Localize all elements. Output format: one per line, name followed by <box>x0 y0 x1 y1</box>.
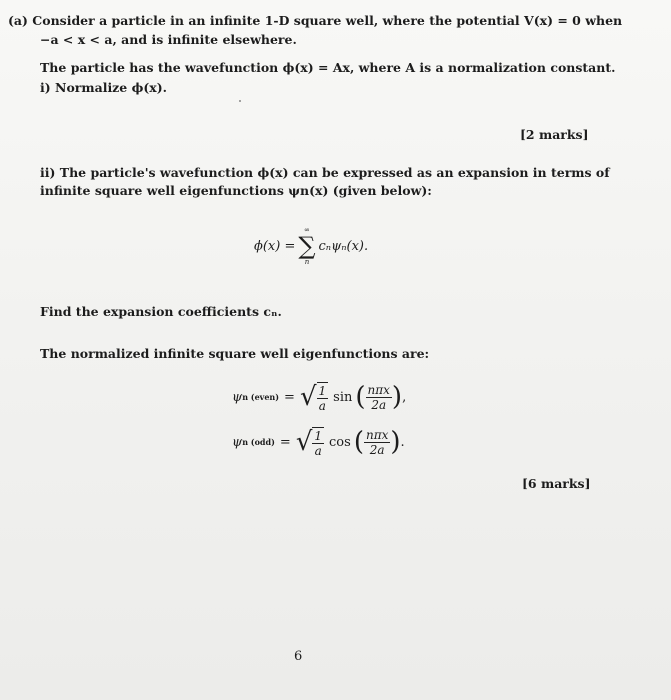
question-ii-line-1: ii) The particle's wavefunction ϕ(x) can be expressed as an expansion in terms of <box>40 165 610 180</box>
expansion-lhs: ϕ(x) = <box>254 238 296 254</box>
psi-odd-equation: ψ n (odd) = √ $\frac{1}{a}$ cos ( $\frac{\text{nπx}}{2a}$ ) . <box>232 427 405 458</box>
sum-upper-limit: ∞ <box>304 226 310 234</box>
page-number: 6 <box>294 649 303 664</box>
wavefunction-line: The particle has the wavefunction ϕ(x) = Ax, where A is a normalization constant. <box>40 60 616 75</box>
question-ii-line-2: infinite square well eigenfunctions ψn(x) (given below): <box>40 183 432 198</box>
marks-ii: [6 marks] <box>522 476 591 491</box>
psi-odd-symbol: ψ <box>232 434 243 450</box>
marks-i: [2 marks] <box>520 127 589 142</box>
psi-odd-subscript: n (odd) <box>242 437 275 447</box>
summation-symbol: ∞ ∑ n <box>298 226 316 266</box>
cos-label: cos <box>329 434 351 450</box>
sin-argument: $\frac{\text{nπx}}{2a}$ <box>367 382 390 412</box>
psi-even-equation: ψ n (even) = √ $\frac{1}{a}$ sin ( $\frac{\text{nπx}}{2a}$ ) , <box>232 382 407 413</box>
sqrt-sign: √ <box>295 427 313 457</box>
sqrt-fraction: $\frac{1}{a}$ <box>318 383 327 413</box>
stray-mark <box>239 100 241 102</box>
intro-line-1: (a) Consider a particle in an infinite 1-D square well, where the potential V(x) = 0 when <box>8 13 623 28</box>
expansion-rhs: cₙψₙ(x). <box>318 238 369 254</box>
eigen-intro: The normalized infinite square well eigenfunctions are: <box>40 346 430 361</box>
intro-line-2: −a < x < a, and is infinite elsewhere. <box>40 32 297 47</box>
psi-even-symbol: ψ <box>232 389 243 405</box>
question-i: i) Normalize ϕ(x). <box>40 80 167 95</box>
sqrt-fraction: $\frac{1}{a}$ <box>314 428 323 458</box>
sqrt-sign: √ <box>299 382 317 412</box>
cos-argument: $\frac{\text{nπx}}{2a}$ <box>365 427 389 457</box>
sum-lower-limit: n <box>304 258 310 266</box>
expansion-equation <box>254 222 368 270</box>
sin-label: sin <box>333 389 353 405</box>
find-coefficients: Find the expansion coefficients cₙ. <box>40 304 282 319</box>
psi-even-subscript: n (even) <box>242 392 280 402</box>
